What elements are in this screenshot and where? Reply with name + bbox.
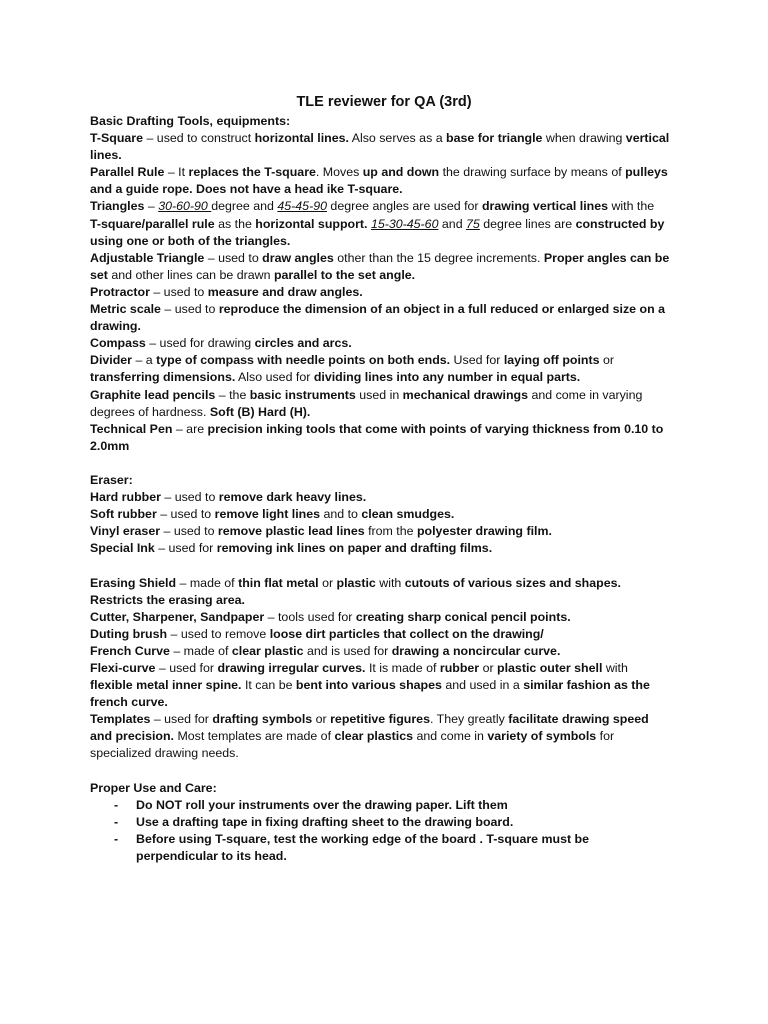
text-run: cutouts of various sizes and shapes.	[404, 575, 621, 590]
text-run: other than the 15 degree increments.	[333, 250, 544, 265]
bullet-item	[90, 831, 680, 848]
text-run: Eraser:	[90, 472, 133, 487]
text-run: lines.	[90, 148, 122, 163]
text-line	[90, 233, 680, 250]
text-run: French Curve	[90, 643, 170, 658]
text-run: the drawing surface by means of	[439, 165, 626, 180]
text-run: with	[375, 575, 405, 590]
text-run: replaces the T-square	[188, 165, 316, 180]
text-run: and come in varying	[528, 387, 643, 402]
text-line	[90, 284, 680, 301]
text-line	[90, 404, 680, 421]
text-run: horizontal support.	[255, 216, 368, 231]
text-run: parallel to the set angle.	[273, 267, 416, 282]
blank-line	[90, 455, 680, 472]
text-run: Also serves as a	[348, 131, 447, 146]
text-run: Soft (B) Hard (H).	[209, 404, 311, 419]
text-run: remove dark heavy lines.	[218, 490, 367, 505]
text-run: . They greatly	[429, 712, 509, 727]
text-run: 45-45-90	[277, 199, 327, 214]
blank-line	[90, 763, 680, 780]
text-line	[90, 301, 680, 318]
text-run: thin flat metal	[238, 575, 319, 590]
text-run: up and down	[362, 165, 440, 180]
text-run: set	[90, 267, 108, 282]
text-run: – used for	[150, 712, 213, 727]
text-line	[90, 387, 680, 404]
bullet-text: perpendicular to its head.	[136, 849, 287, 864]
text-run: 2.0mm	[90, 438, 130, 453]
text-run: used in	[355, 387, 403, 402]
text-run: as the	[214, 216, 256, 231]
text-line	[90, 660, 680, 677]
text-run: drawing a noncircular curve.	[391, 643, 561, 658]
text-run: Used for	[450, 353, 504, 368]
text-run: facilitate drawing speed	[508, 712, 649, 727]
text-run: – the	[215, 387, 250, 402]
text-run: – made of	[176, 575, 239, 590]
text-run: Erasing Shield	[90, 575, 177, 590]
bullet-item	[90, 848, 680, 865]
bullet-item	[90, 797, 680, 814]
text-line	[90, 267, 680, 284]
text-line	[90, 540, 680, 557]
text-run: Triangles	[90, 199, 145, 214]
bullet-text: Before using T-square, test the working edge of the board . T-square must be	[136, 831, 590, 846]
text-run: and is used for	[303, 643, 392, 658]
text-run: circles and arcs.	[254, 336, 352, 351]
text-line	[90, 147, 680, 164]
text-run: variety of symbols	[487, 729, 597, 744]
text-run: clean smudges.	[361, 507, 455, 522]
text-run: drawing irregular curves.	[217, 661, 366, 675]
text-run: Soft rubber	[90, 507, 157, 522]
text-line	[90, 728, 680, 745]
text-line	[90, 318, 680, 335]
text-line	[90, 506, 680, 523]
text-run: – are	[172, 421, 208, 436]
text-run: Flexi-curve	[90, 661, 156, 675]
text-run: transferring dimensions.	[90, 370, 236, 385]
text-line	[90, 198, 680, 215]
text-run: Divider	[90, 353, 133, 368]
text-run: or	[318, 575, 337, 590]
text-run: Duting brush	[90, 626, 168, 641]
text-run: horizontal lines.	[254, 131, 349, 146]
text-line	[90, 677, 680, 694]
text-line	[90, 711, 680, 728]
text-run: specialized drawing needs.	[90, 746, 239, 761]
text-run: –	[144, 199, 159, 214]
text-run: 15-30-45-60	[370, 216, 439, 231]
text-run: Most templates are made of	[174, 729, 335, 744]
text-run: Adjustable Triangle	[90, 250, 205, 265]
text-run: or	[599, 353, 614, 368]
text-run: plastic	[336, 575, 376, 590]
text-run: Vinyl eraser	[90, 524, 161, 539]
text-run: degree angles are used for	[326, 199, 482, 214]
text-run: removing ink lines on paper and drafting films.	[216, 541, 493, 556]
bullet-dash: -	[114, 797, 119, 812]
bullet-dash: -	[114, 814, 119, 829]
text-line	[90, 352, 680, 369]
text-line	[90, 489, 680, 506]
text-run: french curve.	[90, 695, 168, 710]
text-run: Proper angles can be	[543, 250, 670, 265]
text-line	[90, 130, 680, 147]
text-run: Special Ink	[90, 541, 155, 556]
text-line	[90, 113, 680, 130]
bullet-item	[90, 814, 680, 831]
text-run: Technical Pen	[90, 421, 173, 436]
text-run: Parallel Rule	[90, 165, 165, 180]
text-run: Compass	[90, 336, 146, 351]
text-run: and come in	[413, 729, 488, 744]
text-run: – used to	[156, 507, 215, 522]
text-run: degree and	[211, 199, 278, 214]
text-run: T-square/parallel rule	[90, 216, 215, 231]
text-run: base for triangle	[446, 131, 543, 146]
blank-line	[90, 557, 680, 574]
text-run: plastic outer shell	[497, 661, 603, 675]
text-run: type of compass with needle points on both ends.	[156, 353, 451, 368]
text-run: – a	[132, 353, 157, 368]
text-run: rubber	[439, 661, 480, 675]
text-run: flexible metal inner spine.	[90, 678, 242, 693]
text-run: creating sharp conical pencil points.	[355, 609, 571, 624]
text-run: – used for	[154, 541, 217, 556]
text-run: mechanical drawings	[402, 387, 529, 402]
text-line	[90, 609, 680, 626]
text-run: Metric scale	[90, 302, 161, 317]
text-run: It is made of	[365, 661, 440, 675]
text-run: similar fashion as the	[523, 678, 650, 693]
text-run: Also used for	[235, 370, 314, 385]
text-run: clear plastic	[231, 643, 304, 658]
text-run: degrees of hardness.	[90, 404, 210, 419]
text-line	[90, 250, 680, 267]
text-run: Cutter, Sharpener, Sandpaper	[90, 609, 265, 624]
text-line	[90, 626, 680, 643]
text-run: – used to construct	[143, 131, 255, 146]
text-line	[90, 592, 680, 609]
text-line	[90, 643, 680, 660]
text-run: clear plastics	[334, 729, 413, 744]
text-run: drawing vertical lines	[481, 199, 609, 214]
text-line	[90, 164, 680, 181]
text-run: and to	[320, 507, 362, 522]
text-run: – used to	[160, 524, 218, 539]
text-run: It can be	[241, 678, 296, 693]
text-line	[90, 523, 680, 540]
text-line	[90, 780, 680, 797]
text-run: Proper Use and Care:	[90, 780, 217, 795]
text-run: with the	[608, 199, 655, 214]
text-run: basic instruments	[249, 387, 356, 402]
text-run: . Moves	[315, 165, 363, 180]
text-line	[90, 438, 680, 455]
text-line	[90, 369, 680, 386]
document-title: TLE reviewer for QA (3rd)	[296, 94, 472, 110]
text-run: when drawing	[542, 131, 626, 146]
text-line	[90, 694, 680, 711]
text-run: dividing lines into any number in equal parts.	[313, 370, 581, 385]
text-run: remove light lines	[214, 507, 321, 522]
text-run: reproduce the dimension of an object in a full reduced or enlarged size on a	[218, 302, 665, 317]
text-line	[90, 216, 680, 233]
text-line	[90, 421, 680, 438]
text-run: – made of	[169, 643, 232, 658]
text-run: constructed by	[575, 216, 665, 231]
text-run: or	[312, 712, 331, 727]
text-run: polyester drawing film.	[416, 524, 552, 539]
text-run: – tools used for	[264, 609, 356, 624]
text-run: – used to	[160, 490, 219, 505]
text-run: and other lines can be drawn	[107, 267, 274, 282]
text-run: draw angles	[262, 250, 334, 265]
text-run: and used in a	[441, 678, 524, 693]
text-run: and	[438, 216, 467, 231]
text-run: T-Square	[90, 131, 144, 146]
text-run: drawing.	[90, 319, 141, 334]
text-run: vertical	[625, 131, 670, 146]
bullet-text: Do NOT roll your instruments over the drawing paper. Lift them	[136, 797, 508, 812]
text-line	[90, 575, 680, 592]
text-run: and a guide rope. Does not have a head ike T-square.	[90, 182, 403, 197]
text-line	[90, 181, 680, 198]
text-run: or	[479, 661, 498, 675]
text-run: from the	[364, 524, 417, 539]
text-run: – used to	[204, 250, 263, 265]
text-line	[90, 335, 680, 352]
text-run: – It	[164, 165, 189, 180]
text-run: using one or both of the triangles.	[90, 233, 291, 248]
text-run: 75	[466, 216, 480, 231]
text-run: – used to remove	[167, 626, 270, 641]
text-run: measure and draw angles.	[207, 284, 363, 299]
text-run: – used for	[155, 661, 218, 675]
bullet-dash: -	[114, 831, 119, 846]
text-run: laying off points	[503, 353, 600, 368]
text-run: – used for drawing	[145, 336, 255, 351]
bullet-text: Use a drafting tape in fixing drafting sheet to the drawing board.	[136, 814, 514, 829]
text-run: for	[596, 729, 615, 744]
text-run: degree lines are	[479, 216, 576, 231]
text-run: Restricts the erasing area.	[90, 592, 245, 607]
text-run: remove plastic lead lines	[217, 524, 365, 539]
text-run: – used to	[160, 302, 219, 317]
text-run: Graphite lead pencils	[90, 387, 216, 402]
text-run: Basic Drafting Tools, equipments:	[90, 114, 291, 128]
text-run: repetitive figures	[330, 712, 430, 727]
text-run: and precision.	[90, 729, 174, 744]
text-run: 30-60-90	[158, 199, 212, 214]
text-run: loose dirt particles that collect on the drawing/	[269, 626, 544, 641]
text-run: Protractor	[90, 284, 150, 299]
text-run: – used to	[149, 284, 208, 299]
text-run: drafting symbols	[212, 712, 313, 727]
text-run: precision inking tools that come with points of varying thickness from 0.10 to	[207, 421, 664, 436]
text-run: Hard rubber	[90, 490, 161, 505]
text-line	[90, 472, 680, 489]
text-run: bent into various shapes	[295, 678, 442, 693]
text-run: Templates	[90, 712, 151, 727]
text-run: pulleys	[625, 165, 668, 180]
text-line	[90, 745, 680, 762]
text-run: with	[602, 661, 628, 675]
document-body	[90, 113, 680, 865]
